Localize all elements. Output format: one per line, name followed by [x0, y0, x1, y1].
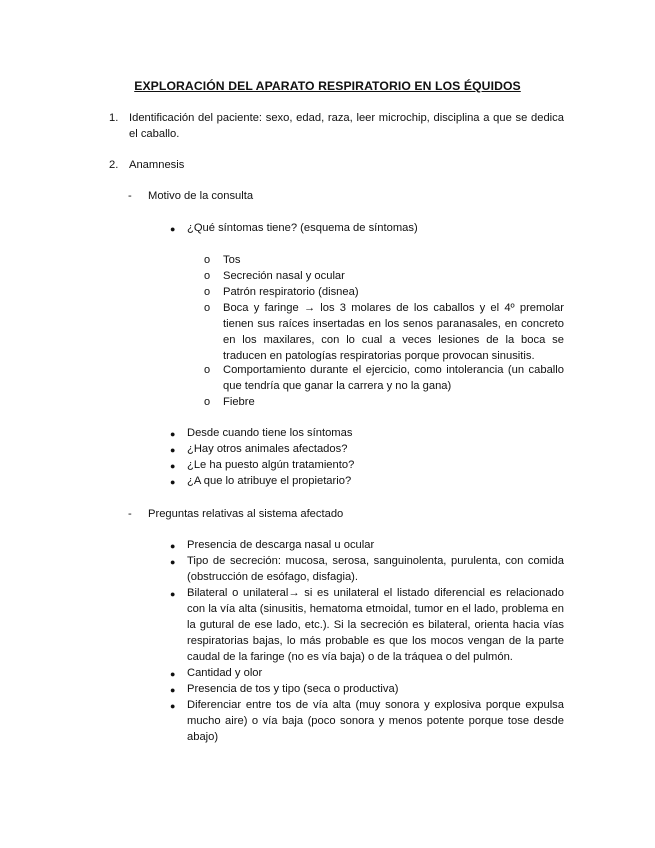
- question-item: ¿A que lo atribuye el propietario?: [187, 475, 352, 487]
- symptom-item: Tos: [223, 254, 241, 266]
- bullet-icon: ●: [170, 429, 176, 439]
- dash-marker: -: [128, 508, 132, 520]
- bullet-icon: ●: [170, 701, 176, 711]
- system-item: Diferenciar entre tos de vía alta (muy sonora y explosiva porque expulsa mucho aire) o vía baja (poco sonora y menos potente porque tose desde abajo): [187, 699, 564, 743]
- question-item: ¿Le ha puesto algún tratamiento?: [187, 459, 355, 471]
- symptom-item: Secreción nasal y ocular: [223, 270, 345, 282]
- question-symptoms: ¿Qué síntomas tiene? (esquema de síntomas): [187, 222, 418, 234]
- section-1-text: Identificación del paciente: sexo, edad, raza, leer microchip, disciplina a que se dedica el caballo.: [129, 112, 564, 140]
- symptom-item: Comportamiento durante el ejercicio, como intolerancia (un caballo que tendría que ganar la carrera y no la gana): [223, 364, 564, 392]
- sub-heading-motivo: Motivo de la consulta: [148, 190, 254, 202]
- symptom-item: Patrón respiratorio (disnea): [223, 286, 359, 298]
- bullet-icon: ●: [170, 224, 176, 234]
- circle-marker: o: [204, 364, 211, 376]
- sub-heading-preguntas: Preguntas relativas al sistema afectado: [148, 508, 344, 520]
- question-item: ¿Hay otros animales afectados?: [187, 443, 348, 455]
- bullet-icon: ●: [170, 541, 176, 551]
- bullet-icon: ●: [170, 461, 176, 471]
- circle-marker: o: [204, 270, 211, 282]
- circle-marker: o: [204, 396, 211, 408]
- page-title: EXPLORACIÓN DEL APARATO RESPIRATORIO EN LOS ÉQUIDOS: [134, 79, 521, 93]
- bullet-icon: ●: [170, 589, 176, 599]
- system-item: Bilateral o unilateral→ si es unilateral el listado diferencial es relacionado con la vía alta (sinusitis, hematoma etmoidal, tumor en el lado, problema en la gutural de ese lado, etc.). Si la secreción es bilateral, orienta hacia vías respiratorias bajas, lo más probable es que los mocos vengan de la parte caudal de la faringe (no es vía baja) o de la tráquea o del pulmón.: [187, 587, 564, 663]
- symptom-item: Fiebre: [223, 396, 255, 408]
- bullet-icon: ●: [170, 685, 176, 695]
- bullet-icon: ●: [170, 557, 176, 567]
- system-item: Presencia de descarga nasal u ocular: [187, 539, 375, 551]
- system-item: Cantidad y olor: [187, 667, 263, 679]
- bullet-icon: ●: [170, 477, 176, 487]
- system-item: Presencia de tos y tipo (seca o productiva): [187, 683, 399, 695]
- section-1-number: 1.: [109, 112, 119, 124]
- section-2-heading: Anamnesis: [129, 159, 185, 171]
- circle-marker: o: [204, 302, 211, 314]
- bullet-icon: ●: [170, 445, 176, 455]
- circle-marker: o: [204, 254, 211, 266]
- section-2-number: 2.: [109, 159, 119, 171]
- symptom-item: Boca y faringe → los 3 molares de los caballos y el 4º premolar tienen sus raíces insertadas en los senos paranasales, en concreto en los maxilares, con lo cual a veces lesiones de la boca se traducen en patologías respiratorias porque provocan sinusitis.: [223, 302, 564, 362]
- system-item: Tipo de secreción: mucosa, serosa, sanguinolenta, purulenta, con comida (obstrucción de esófago, disfagia).: [187, 555, 564, 583]
- bullet-icon: ●: [170, 669, 176, 679]
- question-item: Desde cuando tiene los síntomas: [187, 427, 353, 439]
- dash-marker: -: [128, 190, 132, 202]
- circle-marker: o: [204, 286, 211, 298]
